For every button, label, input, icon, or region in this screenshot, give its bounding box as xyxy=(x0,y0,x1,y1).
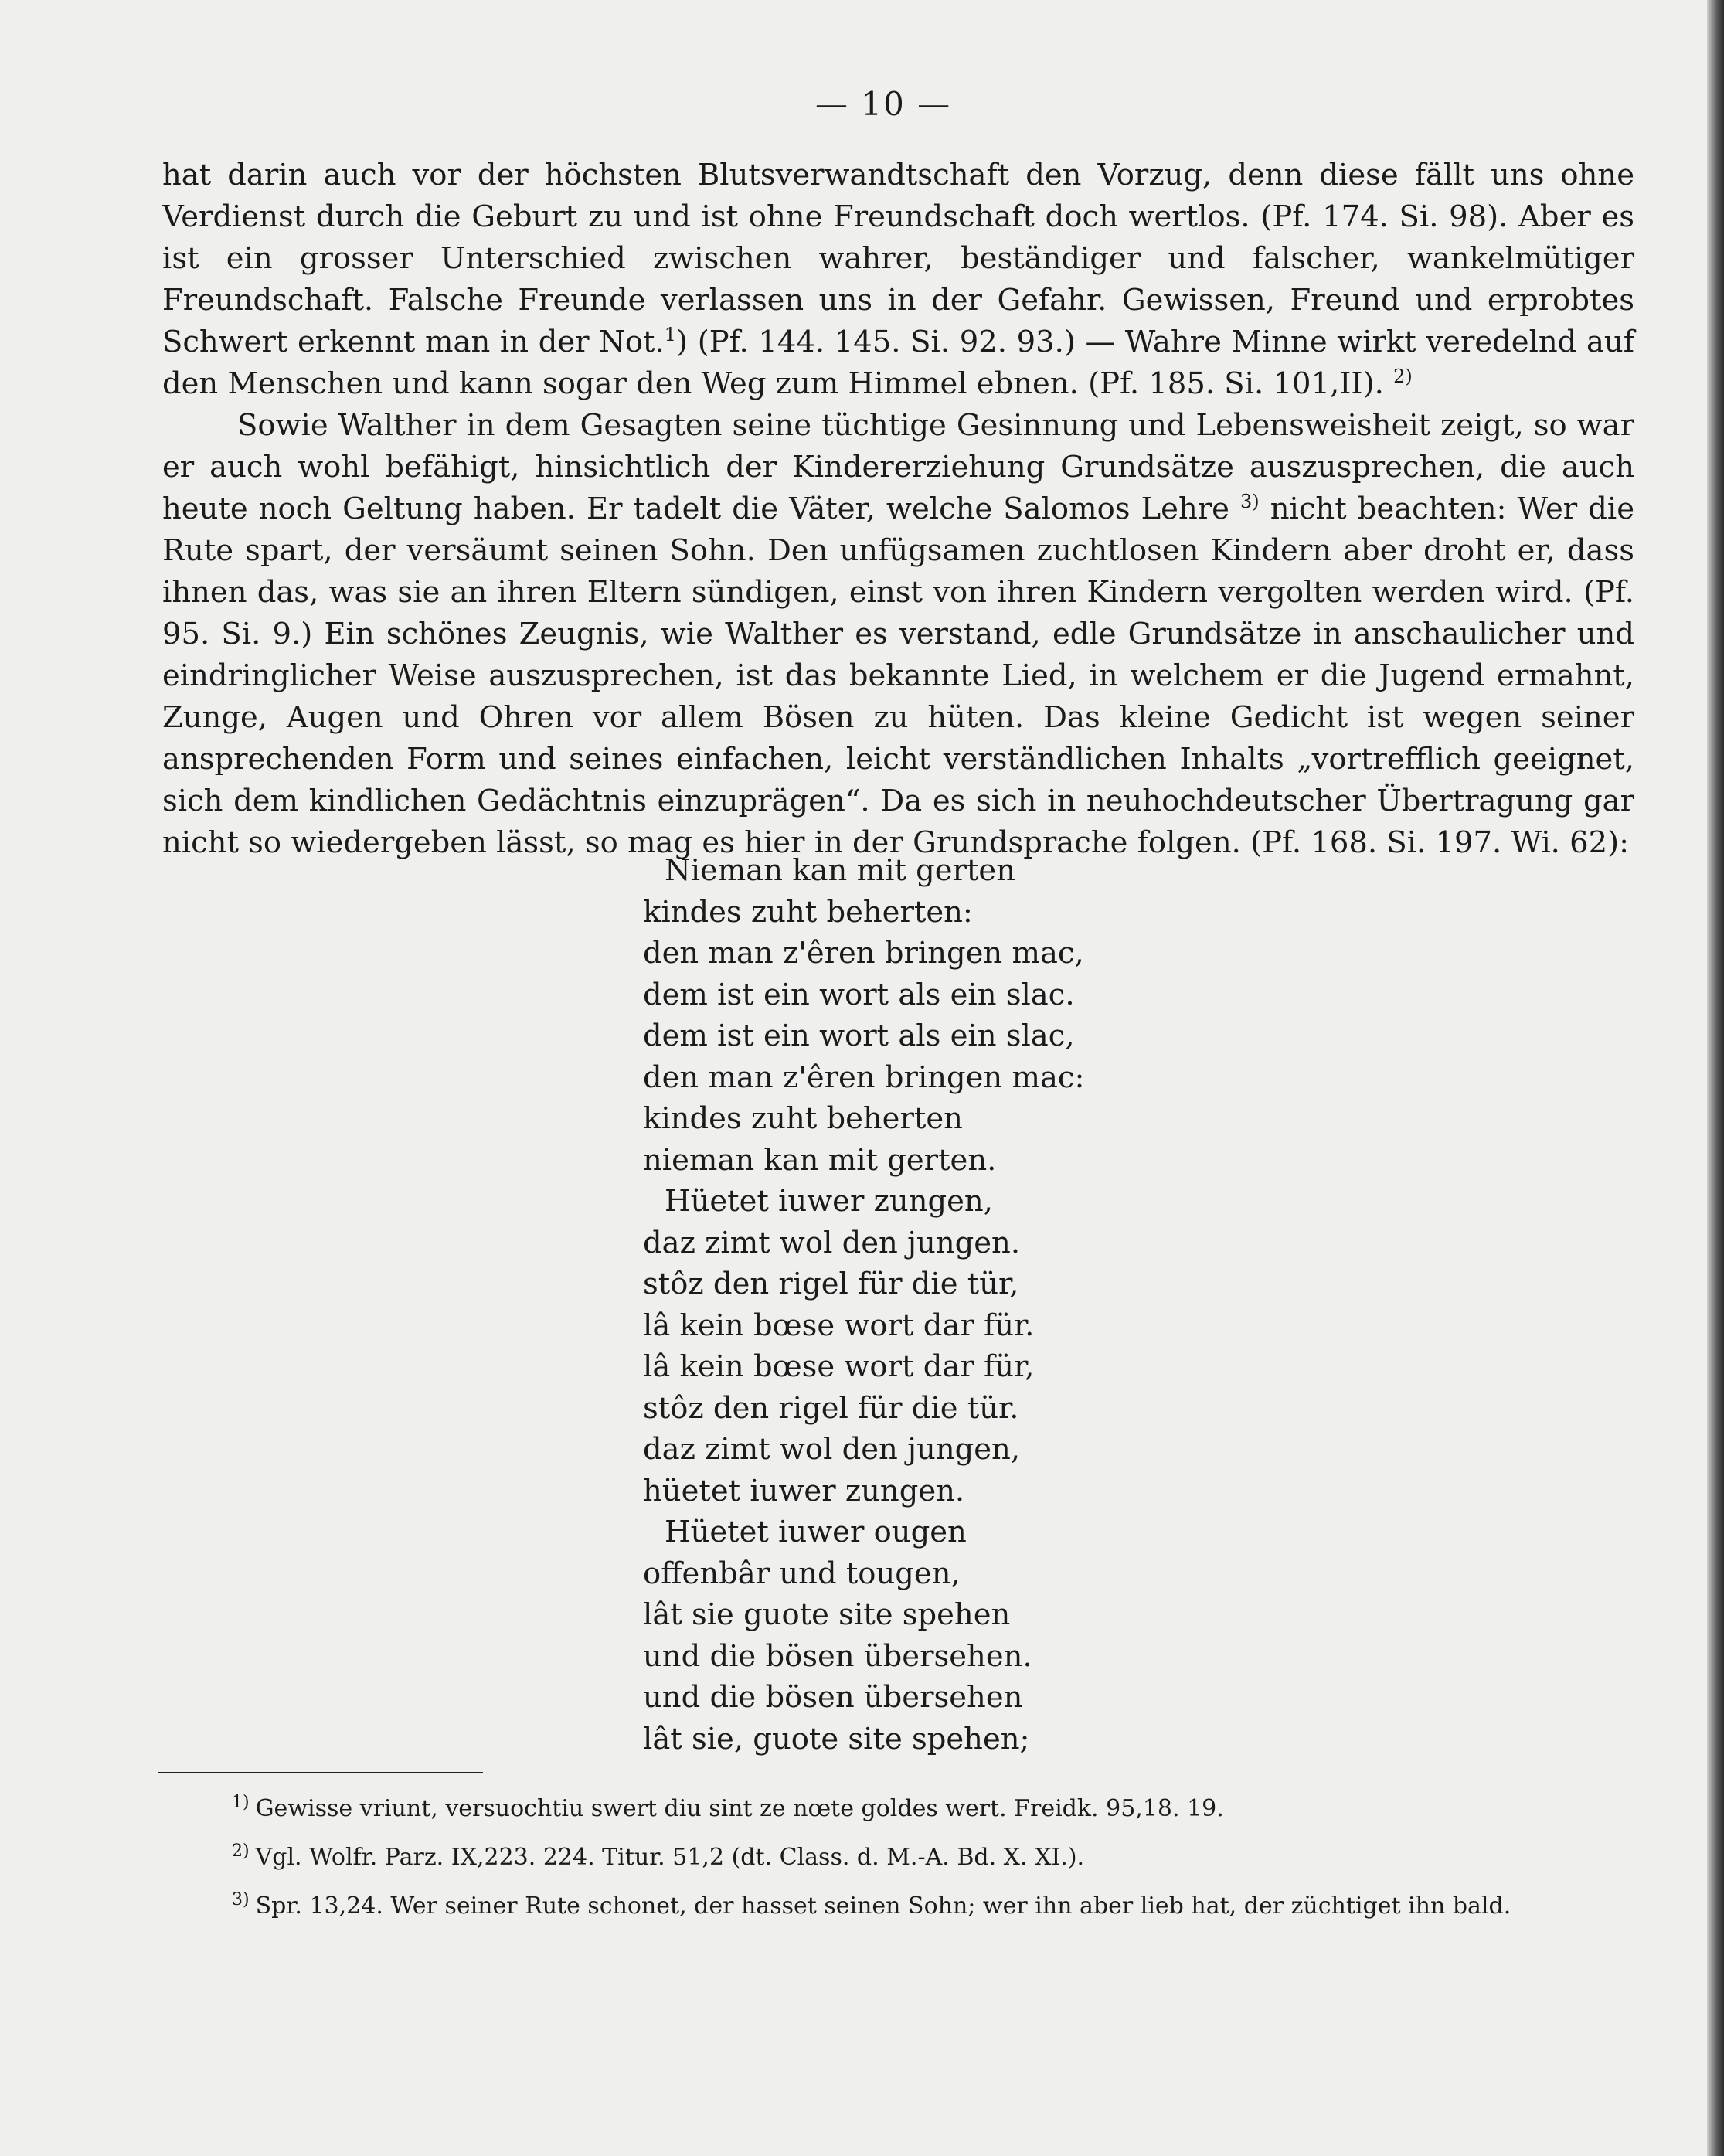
poem-line: offenbâr und tougen, xyxy=(643,1556,961,1591)
poem-line: stôz den rigel für die tür. xyxy=(643,1390,1019,1426)
main-text xyxy=(162,155,1634,864)
poem-line: den man z'êren bringen mac: xyxy=(643,1059,1085,1095)
poem-line: und die bösen übersehen. xyxy=(643,1638,1032,1674)
poem-line: daz zimt wol den jungen, xyxy=(643,1432,1021,1467)
poem xyxy=(643,850,1084,1760)
poem-line: stôz den rigel für die tür, xyxy=(643,1267,1019,1301)
footnote-ref-2: 2) xyxy=(1393,366,1413,388)
footnote-text: Gewisse vriunt, versuochtiu swert diu sint ze nœte goldes wert. Freidk. 95,18. 19. xyxy=(255,1795,1224,1822)
footnote-text: Vgl. Wolfr. Parz. IX,223. 224. Titur. 51,2 (dt. Class. d. M.-A. Bd. X. XI.). xyxy=(255,1844,1085,1871)
page-number: — 10 — xyxy=(815,85,952,123)
footnote-2 xyxy=(232,1830,1511,1879)
page-edge-shadow xyxy=(1707,0,1724,2156)
poem-line: Hüetet iuwer zungen, xyxy=(665,1184,993,1219)
poem-line: lât sie guote site spehen xyxy=(643,1597,1011,1632)
poem-line: hüetet iuwer zungen. xyxy=(643,1473,965,1508)
poem-line: daz zimt wol den jungen. xyxy=(643,1225,1021,1260)
footnote-mark: 2) xyxy=(232,1841,250,1861)
footnote-divider xyxy=(158,1772,483,1773)
poem-line: den man z'êren bringen mac, xyxy=(643,936,1084,971)
paragraph-2 xyxy=(162,405,1634,864)
poem-line: dem ist ein wort als ein slac. xyxy=(643,977,1075,1012)
paragraph-1: hat darin auch vor der höchsten Blutsverwandtschaft den Vorzug, denn diese fällt uns ohne Verdienst durch die Geburt zu und ist ohne Freundschaft doch wertlos. (Pf. 174. Si. 98). Aber es ist ein grosser Unterschied zwischen wahrer, beständiger und falscher, wankelmütiger Freundschaft. Falsche Freunde verlassen uns in der Gefahr. Gewissen, Freund und erprobtes Schwert erkennt man in der Not.$^1$) (Pf. 144. 145. Si. 92. 93.) — Wahre Minne wirkt veredelnd auf den Menschen und kann sogar den Weg zum Himmel ebnen. (Pf. 185. Si. 101,II). $^{2)}$ xyxy=(162,158,1634,401)
footnote-mark: 3) xyxy=(232,1890,250,1909)
footnote-3 xyxy=(232,1879,1511,1927)
poem-line: lât sie, guote site spehen; xyxy=(643,1721,1030,1756)
footnote-ref-3: 3) xyxy=(1240,491,1260,513)
poem-line: lâ kein bœse wort dar für, xyxy=(643,1349,1035,1384)
paragraph-1-text-b: (Pf. 144. 145. Si. 92. 93.) — Wahre Minne wirkt veredelnd auf den Menschen und kann sogar den Weg zum Himmel ebnen. (Pf. 185. Si. 101,II). xyxy=(162,325,1634,401)
poem-line: nieman kan mit gerten. xyxy=(643,1142,997,1178)
paragraph-2-text: Sowie Walther in dem Gesagten seine tüchtige Gesinnung und Lebensweisheit zeigt, so war er auch wohl befähigt, hinsichtlich der Kindererziehung Grundsätze auszusprechen, die auch heute noch Geltung haben. Er tadelt die Väter, welche Salomos Lehre xyxy=(162,408,1634,526)
poem-line: dem ist ein wort als ein slac, xyxy=(643,1018,1075,1053)
footnote-ref-1: 1 xyxy=(664,324,677,346)
footnote-text: Spr. 13,24. Wer seiner Rute schonet, der hasset seinen Sohn; wer ihn aber lieb hat, der züchtiget ihn bald. xyxy=(255,1892,1511,1920)
poem-line: und die bösen übersehen xyxy=(643,1680,1023,1715)
poem-line: Nieman kan mit gerten xyxy=(665,853,1016,888)
poem-line: lâ kein bœse wort dar für. xyxy=(643,1308,1035,1343)
footnotes xyxy=(232,1781,1511,1927)
poem-line: kindes zuht beherten: xyxy=(643,894,973,930)
footnote-mark: 1) xyxy=(232,1793,250,1812)
poem-line: kindes zuht beherten xyxy=(643,1101,963,1136)
footnote-1 xyxy=(232,1781,1511,1830)
paragraph-2-text-b: nicht beachten: Wer die Rute spart, der versäumt seinen Sohn. Den unfügsamen zuchtlosen Kindern aber droht er, dass ihnen das, was sie an ihren Eltern sündigen, einst von ihren Kindern vergolten werden wird. (Pf. 95. Si. 9.) Ein schönes Zeugnis, wie Walther es verstand, edle Grundsätze in anschaulicher und eindringlicher Weise auszusprechen, ist das bekannte Lied, in welchem er die Jugend ermahnt, Zunge, Augen und Ohren vor allem Bösen zu hüten. Das kleine Gedicht ist wegen seiner ansprechenden Form und seines einfachen, leicht verständlichen Inhalts „vortrefflich geeignet, sich dem kindlichen Gedächtnis einzuprägen“. Da es sich in neuhochdeutscher Übertragung gar nicht so wiedergeben lässt, so mag es hier in der Grundsprache folgen. (Pf. 168. Si. 197. Wi. 62): xyxy=(162,491,1634,860)
poem-line: Hüetet iuwer ougen xyxy=(665,1515,967,1549)
paragraph-1-text: hat darin auch vor der höchsten Blutsverwandtschaft den Vorzug, denn diese fällt uns ohne Verdienst durch die Geburt zu und ist ohne Freundschaft doch wertlos. (Pf. 174. Si. 98). Aber es ist ein grosser Unterschied zwischen wahrer, beständiger und falscher, wankelmütiger Freundschaft. Falsche Freunde verlassen uns in der Gefahr. Gewissen, Freund und erprobtes Schwert erkennt man in der Not. xyxy=(162,158,1634,359)
